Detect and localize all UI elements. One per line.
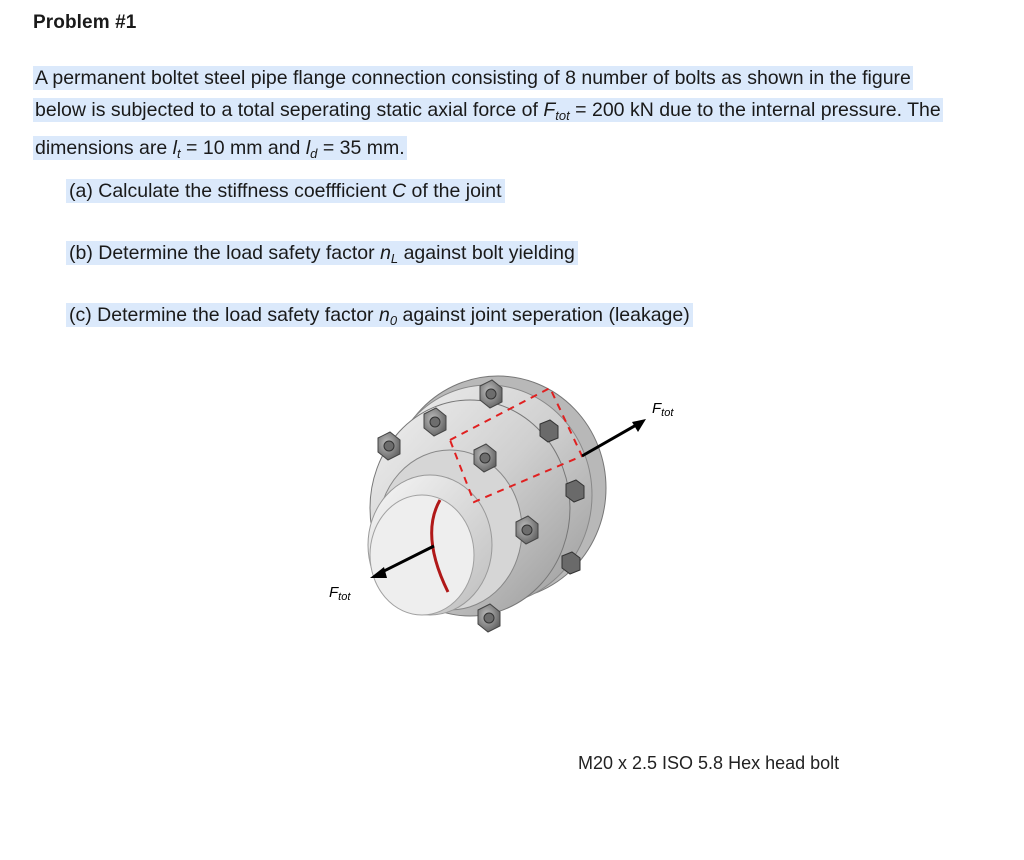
force-label-top: $F_{tot}$ bbox=[652, 400, 674, 419]
pipe-bore bbox=[370, 495, 474, 615]
question-c: (c) Determine the load safety factor $n_0$ against joint seperation (leakage) bbox=[66, 302, 693, 334]
problem-statement: A permanent boltet steel pipe flange connection consisting of 8 number of bolts as shown in the figure below is subjected to a total seperating static axial force of $F_{tot} = 200$ kN due to the internal pressure. The dimensions are $l_t = 10$ mm and $l_d = 35$ mm. bbox=[35, 67, 941, 161]
question-a: (a) Calculate the stiffness coeffficient C of the joint bbox=[66, 178, 505, 204]
question-b: (b) Determine the load safety factor $n_L$ against bolt yielding bbox=[66, 240, 578, 272]
force-label-bottom: $F_{tot}$ bbox=[329, 584, 351, 603]
bolt-caption: M20 x 2.5 ISO 5.8 Hex head bolt bbox=[578, 753, 840, 773]
problem-title: Problem #1 bbox=[33, 12, 137, 33]
